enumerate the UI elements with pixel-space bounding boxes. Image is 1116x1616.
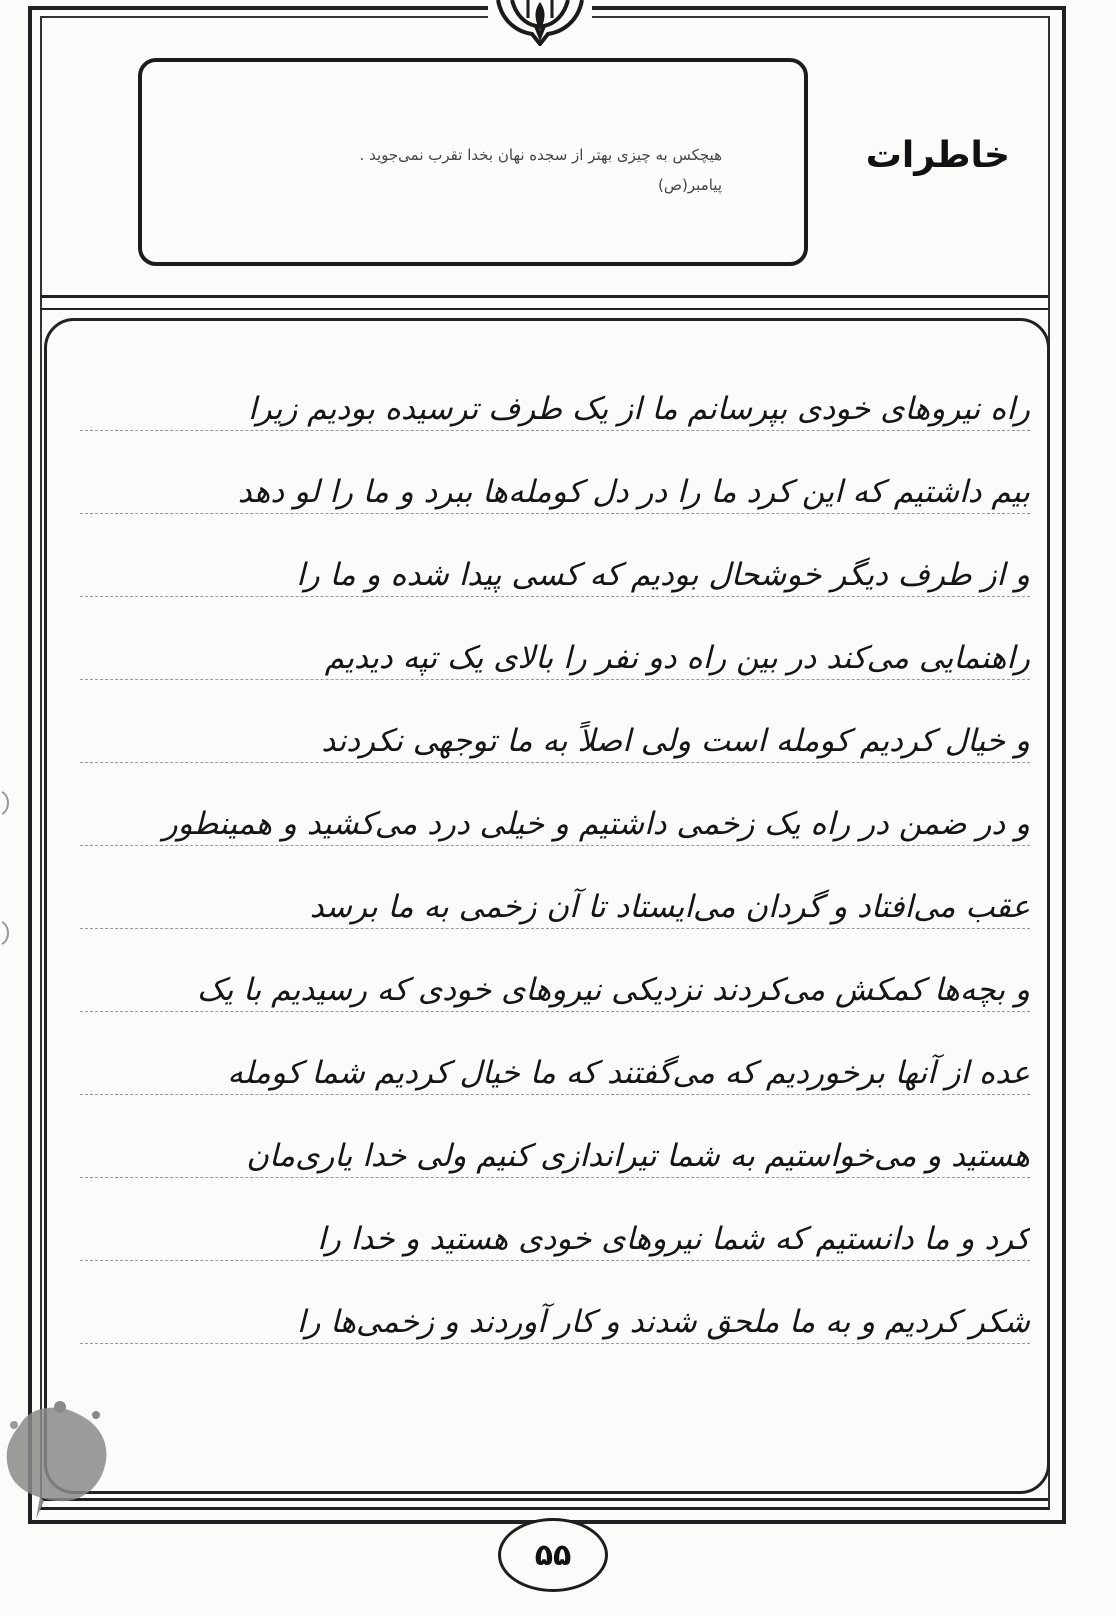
text-line [70,858,1030,941]
header-divider [40,295,1048,310]
line-text: راهنمایی می‌کند در بین راه دو نفر را بالای یک تپه دیدیم [324,640,1030,676]
text-line [70,1107,1030,1190]
text-line [70,1273,1030,1356]
text-line [70,1024,1030,1107]
punch-hole-icon [0,920,14,946]
text-line [70,526,1030,609]
text-line [70,941,1030,1024]
text-line [70,360,1030,443]
section-title: خاطرات [865,135,1010,176]
text-line [70,692,1030,775]
line-text: راه نیروهای خودی بپرسانم ما از یک طرف ترسیده بودیم زیرا [247,391,1030,427]
line-text: هستید و می‌خواستیم به شما تیراندازی کنیم ولی خدا یاری‌مان [246,1138,1030,1174]
hadith-quote [202,140,722,200]
line-text: و خیال کردیم کومله است ولی اصلاً به ما توجهی نکردند [321,723,1030,759]
line-text: عقب می‌افتاد و گردان می‌ایستاد تا آن زخمی به ما برسد [309,889,1030,925]
line-text: و بچه‌ها کمکش می‌کردند نزدیکی نیروهای خودی که رسیدیم با یک [196,972,1030,1008]
text-line [70,609,1030,692]
header-box [138,58,808,266]
line-text: شکر کردیم و به ما ملحق شدند و کار آوردند و زخمی‌ها را [296,1304,1030,1340]
line-text: کرد و ما دانستیم که شما نیروهای خودی هستید و خدا را [317,1221,1030,1257]
page-number: ۵۵ [498,1518,608,1592]
handwritten-text [70,360,1030,1356]
text-line [70,775,1030,858]
quote-attribution: پیامبر(ص) [658,176,722,194]
text-line [70,443,1030,526]
punch-hole-icon [0,790,14,816]
text-line [70,1190,1030,1273]
line-text: بیم داشتیم که این کرد ما را در دل کومله‌ها ببرد و ما را لو دهد [237,474,1030,510]
emblem-icon [488,0,592,46]
ink-blot-icon [0,1385,120,1525]
line-text: و از طرف دیگر خوشحال بودیم که کسی پیدا شده و ما را [296,557,1030,593]
line-text: و در ضمن در راه یک زخمی داشتیم و خیلی درد می‌کشید و همینطور [162,806,1030,842]
footer-divider [40,1498,1048,1510]
line-text: عده از آنها برخوردیم که می‌گفتند که ما خیال کردیم شما کومله [227,1055,1030,1091]
quote-text: هیچکس به چیزی بهتر از سجده نهان بخدا تقرب نمی‌جوید . [359,146,722,164]
